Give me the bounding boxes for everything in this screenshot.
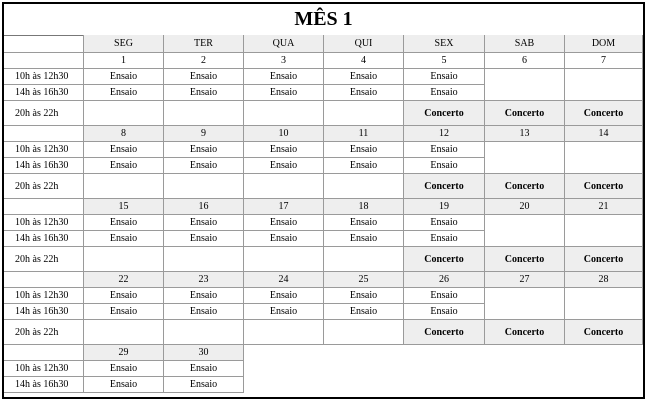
rehearsal-cell: Ensaio — [164, 85, 244, 101]
rehearsal-cell: Ensaio — [84, 215, 164, 231]
concert-cell: Concerto — [565, 247, 643, 272]
day-number: 21 — [565, 199, 643, 215]
empty-cell — [244, 320, 324, 345]
rehearsal-cell: Ensaio — [164, 377, 244, 393]
rehearsal-cell: Ensaio — [164, 158, 244, 174]
concert-cell: Concerto — [404, 101, 485, 126]
empty-cell — [84, 320, 164, 345]
week-corner — [4, 199, 84, 215]
empty-cell — [244, 101, 324, 126]
day-number: 8 — [84, 126, 164, 142]
day-number: 7 — [565, 53, 643, 69]
rehearsal-cell: Ensaio — [244, 215, 324, 231]
schedule-sheet — [2, 2, 645, 399]
empty-cell — [324, 247, 404, 272]
concert-cell: Concerto — [404, 247, 485, 272]
rehearsal-cell: Ensaio — [84, 142, 164, 158]
rehearsal-cell: Ensaio — [324, 69, 404, 85]
rehearsal-cell: Ensaio — [84, 377, 164, 393]
day-number: 11 — [324, 126, 404, 142]
rehearsal-cell: Ensaio — [164, 69, 244, 85]
day-number: 26 — [404, 272, 485, 288]
time-slot-label: 14h às 16h30 — [4, 158, 84, 174]
rehearsal-cell: Ensaio — [84, 158, 164, 174]
empty-cell — [164, 247, 244, 272]
day-number: 29 — [84, 345, 164, 361]
day-number: 19 — [404, 199, 485, 215]
empty-cell — [164, 174, 244, 199]
week-corner — [4, 272, 84, 288]
rehearsal-cell: Ensaio — [84, 85, 164, 101]
empty-cell — [324, 320, 404, 345]
day-number: 18 — [324, 199, 404, 215]
concert-cell: Concerto — [485, 101, 565, 126]
empty-cell — [485, 215, 565, 247]
concert-cell: Concerto — [404, 174, 485, 199]
rehearsal-cell: Ensaio — [164, 288, 244, 304]
rehearsal-cell: Ensaio — [244, 231, 324, 247]
week-corner — [4, 53, 84, 69]
rehearsal-cell: Ensaio — [244, 288, 324, 304]
empty-cell — [324, 174, 404, 199]
rehearsal-cell: Ensaio — [404, 158, 485, 174]
day-number: 2 — [164, 53, 244, 69]
rehearsal-cell: Ensaio — [244, 85, 324, 101]
rehearsal-cell: Ensaio — [84, 361, 164, 377]
day-number: 10 — [244, 126, 324, 142]
concert-cell: Concerto — [485, 174, 565, 199]
empty-cell — [324, 101, 404, 126]
time-slot-label: 10h às 12h30 — [4, 215, 84, 231]
rehearsal-cell: Ensaio — [324, 288, 404, 304]
empty-cell — [164, 320, 244, 345]
day-number: 20 — [485, 199, 565, 215]
rehearsal-cell: Ensaio — [324, 231, 404, 247]
day-number: 16 — [164, 199, 244, 215]
day-number: 22 — [84, 272, 164, 288]
rehearsal-cell: Ensaio — [244, 158, 324, 174]
concert-cell: Concerto — [565, 174, 643, 199]
rehearsal-cell: Ensaio — [324, 142, 404, 158]
weekday-header: SAB — [485, 35, 565, 53]
day-number: 4 — [324, 53, 404, 69]
concert-cell: Concerto — [485, 320, 565, 345]
rehearsal-cell: Ensaio — [244, 304, 324, 320]
day-number: 6 — [485, 53, 565, 69]
rehearsal-cell: Ensaio — [84, 231, 164, 247]
day-number: 3 — [244, 53, 324, 69]
rehearsal-cell: Ensaio — [404, 304, 485, 320]
empty-cell — [84, 101, 164, 126]
weekday-header: QUA — [244, 35, 324, 53]
concert-cell: Concerto — [485, 247, 565, 272]
empty-cell — [84, 247, 164, 272]
rehearsal-cell: Ensaio — [404, 142, 485, 158]
day-number: 30 — [164, 345, 244, 361]
rehearsal-cell: Ensaio — [84, 304, 164, 320]
rehearsal-cell: Ensaio — [404, 69, 485, 85]
time-slot-label: 20h às 22h — [4, 101, 84, 126]
schedule-title: MÊS 1 — [4, 4, 643, 36]
time-slot-label: 10h às 12h30 — [4, 288, 84, 304]
day-number: 24 — [244, 272, 324, 288]
header-corner — [4, 35, 84, 53]
empty-cell — [565, 69, 643, 101]
weekday-header: SEG — [84, 35, 164, 53]
time-slot-label: 14h às 16h30 — [4, 231, 84, 247]
empty-cell — [244, 247, 324, 272]
empty-cell — [164, 101, 244, 126]
rehearsal-cell: Ensaio — [244, 142, 324, 158]
time-slot-label: 20h às 22h — [4, 174, 84, 199]
empty-cell — [84, 174, 164, 199]
empty-cell — [485, 142, 565, 174]
day-number: 9 — [164, 126, 244, 142]
rehearsal-cell: Ensaio — [324, 215, 404, 231]
rehearsal-cell: Ensaio — [404, 288, 485, 304]
time-slot-label: 10h às 12h30 — [4, 361, 84, 377]
concert-cell: Concerto — [404, 320, 485, 345]
empty-cell — [485, 288, 565, 320]
week-corner — [4, 126, 84, 142]
time-slot-label: 10h às 12h30 — [4, 142, 84, 158]
day-number: 14 — [565, 126, 643, 142]
rehearsal-cell: Ensaio — [244, 69, 324, 85]
weekday-header: SEX — [404, 35, 485, 53]
day-number: 27 — [485, 272, 565, 288]
day-number: 5 — [404, 53, 485, 69]
rehearsal-cell: Ensaio — [404, 85, 485, 101]
weekday-header: QUI — [324, 35, 404, 53]
day-number: 12 — [404, 126, 485, 142]
day-number: 23 — [164, 272, 244, 288]
empty-cell — [565, 142, 643, 174]
empty-cell — [565, 288, 643, 320]
rehearsal-cell: Ensaio — [324, 158, 404, 174]
concert-cell: Concerto — [565, 320, 643, 345]
rehearsal-cell: Ensaio — [164, 142, 244, 158]
time-slot-label: 14h às 16h30 — [4, 377, 84, 393]
time-slot-label: 20h às 22h — [4, 320, 84, 345]
rehearsal-cell: Ensaio — [164, 361, 244, 377]
rehearsal-cell: Ensaio — [84, 69, 164, 85]
rehearsal-cell: Ensaio — [324, 304, 404, 320]
empty-cell — [485, 69, 565, 101]
day-number: 1 — [84, 53, 164, 69]
time-slot-label: 10h às 12h30 — [4, 69, 84, 85]
rehearsal-cell: Ensaio — [404, 231, 485, 247]
day-number: 17 — [244, 199, 324, 215]
time-slot-label: 20h às 22h — [4, 247, 84, 272]
day-number: 28 — [565, 272, 643, 288]
day-number: 15 — [84, 199, 164, 215]
day-number: 13 — [485, 126, 565, 142]
concert-cell: Concerto — [565, 101, 643, 126]
rehearsal-cell: Ensaio — [324, 85, 404, 101]
rehearsal-cell: Ensaio — [404, 215, 485, 231]
day-number: 25 — [324, 272, 404, 288]
rehearsal-cell: Ensaio — [164, 231, 244, 247]
week-corner — [4, 345, 84, 361]
time-slot-label: 14h às 16h30 — [4, 304, 84, 320]
rehearsal-cell: Ensaio — [164, 215, 244, 231]
weekday-header: TER — [164, 35, 244, 53]
weekday-header: DOM — [565, 35, 643, 53]
empty-cell — [565, 215, 643, 247]
rehearsal-cell: Ensaio — [84, 288, 164, 304]
empty-cell — [244, 174, 324, 199]
rehearsal-cell: Ensaio — [164, 304, 244, 320]
time-slot-label: 14h às 16h30 — [4, 85, 84, 101]
